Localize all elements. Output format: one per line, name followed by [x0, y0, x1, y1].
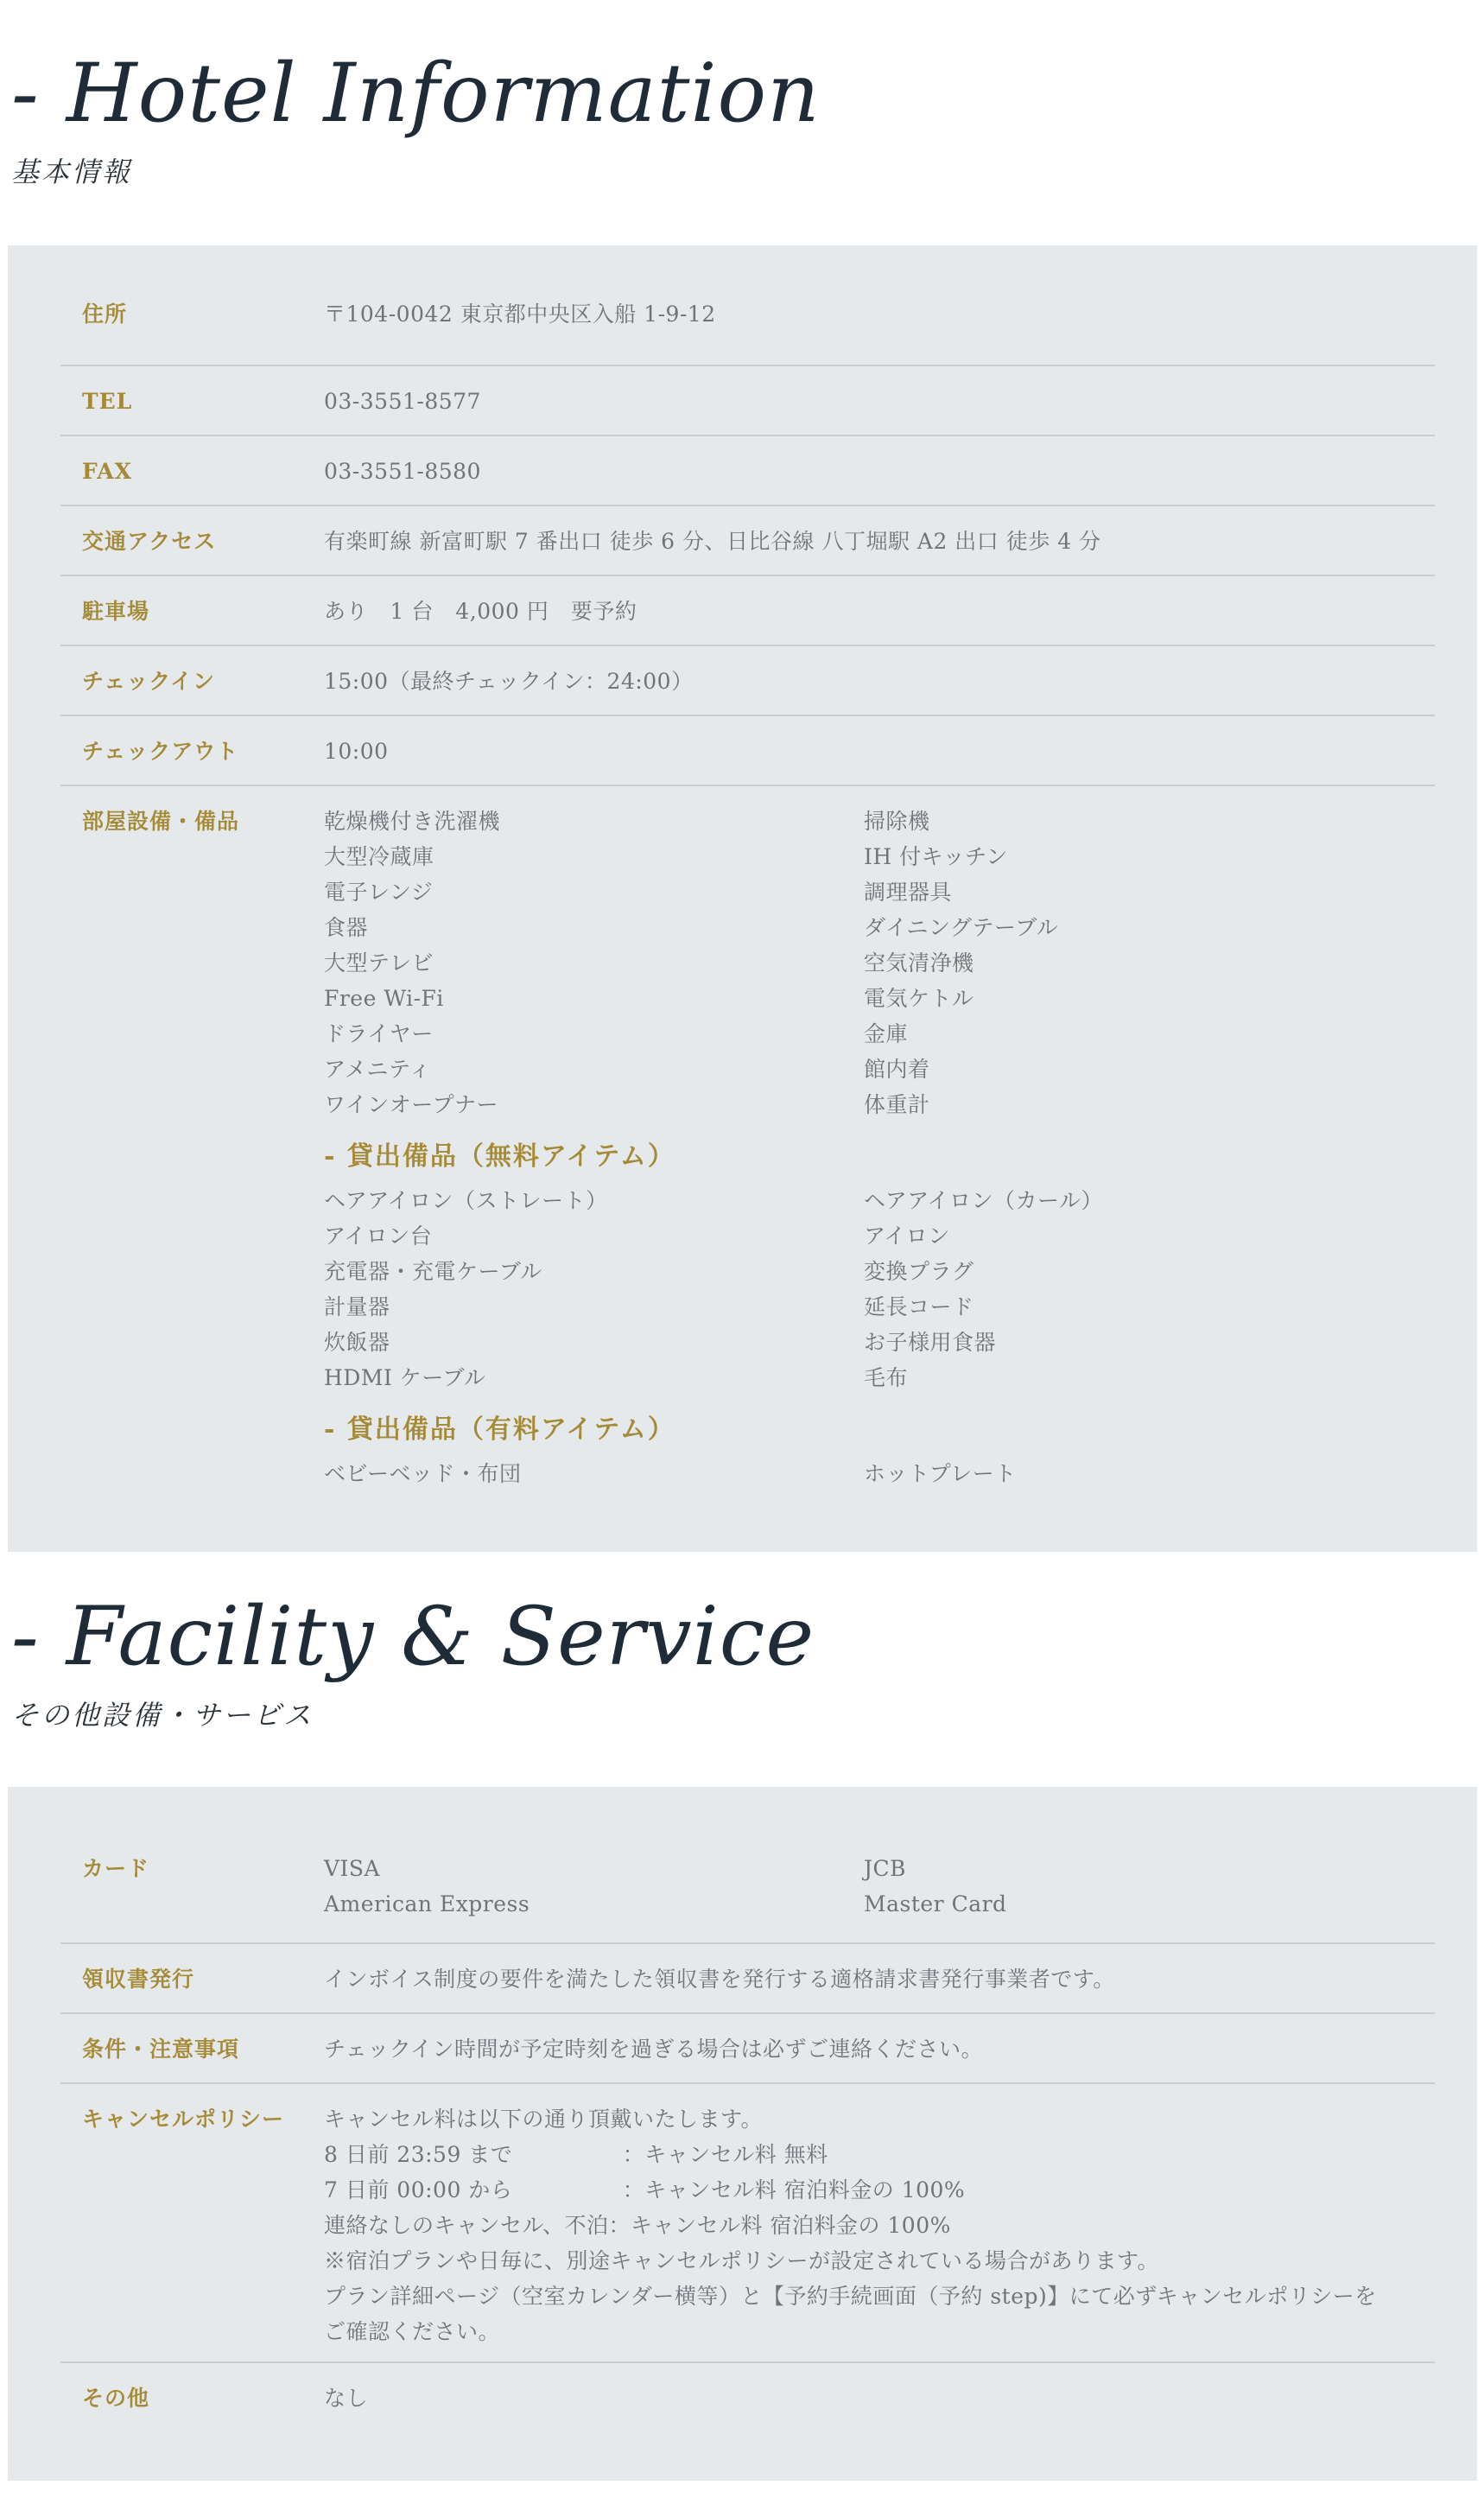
row-label: 交通アクセス	[82, 529, 217, 554]
rental-item: 延長コード	[864, 1294, 974, 1319]
card-brand: American Express	[324, 1891, 530, 1916]
row-value: 03-3551-8577	[324, 389, 481, 414]
facility-heading	[11, 1590, 815, 1733]
amenity-item: 空気清浄機	[864, 950, 974, 976]
row-value: チェックイン時間が予定時刻を過ぎる場合は必ずご連絡ください。	[324, 2037, 984, 2062]
section-subtitle: その他設備・サービス	[11, 1699, 314, 1732]
cancel-line: ご確認ください。	[324, 2319, 501, 2344]
facility-table	[60, 1851, 1435, 2416]
info-row-tel	[60, 366, 1435, 436]
rental-item: 毛布	[864, 1365, 909, 1390]
card-brand: Master Card	[864, 1891, 1007, 1916]
amenity-item: 掃除機	[864, 809, 930, 834]
amenity-item: アメニティ	[324, 1057, 432, 1082]
row-value: 03-3551-8580	[324, 459, 481, 484]
rental-item: ヘアアイロン（ストレート）	[324, 1188, 608, 1213]
amenities-list	[324, 804, 1435, 1122]
row-value: 10:00	[324, 739, 389, 764]
section-subtitle: 基本情報	[11, 156, 133, 188]
cancel-line: ※宿泊プランや日毎に、別途キャンセルポリシーが設定されている場合があります。	[324, 2248, 1160, 2273]
row-label: 部屋設備・備品	[82, 809, 240, 834]
row-label: 領収書発行	[82, 1967, 195, 1992]
row-label: FAX	[82, 459, 133, 484]
rental-item: 炊飯器	[324, 1330, 390, 1355]
row-value: インボイス制度の要件を満たした領収書を発行する適格請求書発行事業者です。	[324, 1967, 1115, 1992]
amenity-item: IH 付キッチン	[864, 844, 1008, 869]
row-label: 住所	[82, 302, 128, 327]
info-row-checkin	[60, 646, 1435, 716]
amenity-item: 体重計	[864, 1092, 930, 1117]
row-value: 〒104-0042 東京都中央区入船 1-9-12	[324, 302, 716, 327]
amenity-item: 大型テレビ	[324, 950, 434, 976]
facility-panel	[8, 1787, 1477, 2481]
card-brand: JCB	[864, 1856, 907, 1881]
info-row-access	[60, 506, 1435, 576]
cancel-line: キャンセル料は以下の通り頂戴いたします。	[324, 2107, 764, 2132]
row-label: カード	[82, 1856, 150, 1881]
amenity-item: 金庫	[864, 1021, 909, 1046]
amenity-item: 食器	[324, 915, 369, 940]
cancel-line: プラン詳細ページ（空室カレンダー横等）と【予約手続画面（予約 step)】にて必ずキャンセルポリシーを	[324, 2284, 1377, 2309]
amenity-item: 調理器具	[864, 880, 953, 905]
row-label: チェックアウト	[82, 739, 239, 764]
paid-rental-heading: - 貸出備品（有料アイテム）	[324, 1414, 675, 1445]
row-label: 条件・注意事項	[82, 2037, 240, 2062]
row-label: TEL	[82, 389, 133, 414]
rental-item: ヘアアイロン（カール）	[864, 1188, 1104, 1213]
hotel-info-table	[60, 296, 1435, 1491]
amenity-item: 大型冷蔵庫	[324, 844, 434, 869]
rental-item: 充電器・充電ケーブル	[324, 1259, 542, 1284]
card-list	[324, 1851, 1435, 1942]
section-title: - Hotel Information	[11, 47, 821, 141]
cancel-line: 連絡なしのキャンセル、不泊：キャンセル料 宿泊料金の 100%	[324, 2213, 951, 2238]
row-label: その他	[82, 2386, 150, 2411]
paid-rental-list	[324, 1456, 1435, 1491]
free-rental-list	[324, 1183, 1435, 1395]
amenity-item: 電子レンジ	[324, 880, 434, 905]
cancel-line: 8 日前 23:59 まで ：キャンセル料 無料	[324, 2142, 828, 2167]
rental-item: ベビーベッド・布団	[324, 1461, 522, 1486]
card-grid	[324, 1851, 1435, 1922]
amenity-item: ワインオープナー	[324, 1092, 499, 1117]
amenity-item: ダイニングテーブル	[864, 915, 1059, 940]
info-row-amenities	[60, 786, 1435, 1491]
free-rental-heading: - 貸出備品（無料アイテム）	[324, 1141, 675, 1172]
card-brand: VISA	[324, 1856, 381, 1881]
facility-row-conditions	[60, 2014, 1435, 2084]
rental-item: 計量器	[324, 1294, 390, 1319]
amenity-item: 館内着	[864, 1057, 930, 1082]
row-value: あり 1 台 4,000 円 要予約	[324, 599, 637, 624]
info-row-checkout	[60, 716, 1435, 786]
rental-item: HDMI ケーブル	[324, 1365, 486, 1390]
cancel-policy-text	[324, 2101, 1435, 2361]
hotel-info-panel	[8, 245, 1477, 1552]
info-row-parking	[60, 576, 1435, 646]
row-value: 15:00（最終チェックイン：24:00）	[324, 669, 694, 694]
row-value: 有楽町線 新富町駅 7 番出口 徒歩 6 分、日比谷線 八丁堀駅 A2 出口 徒歩 4 分	[324, 529, 1101, 554]
facility-row-other	[60, 2363, 1435, 2416]
hotel-info-heading	[11, 47, 821, 190]
row-value: なし	[324, 2386, 369, 2411]
section-title: - Facility & Service	[11, 1590, 815, 1684]
amenity-item: 乾燥機付き洗濯機	[324, 809, 501, 834]
facility-row-cancel-policy	[60, 2084, 1435, 2363]
cancel-line: 7 日前 00:00 から ：キャンセル料 宿泊料金の 100%	[324, 2177, 966, 2202]
info-row-address	[60, 296, 1435, 366]
rental-item: 変換プラグ	[864, 1259, 974, 1284]
rental-item: ホットプレート	[864, 1461, 1017, 1486]
row-label: キャンセルポリシー	[82, 2107, 285, 2132]
amenity-item: 電気ケトル	[864, 986, 974, 1011]
rental-item: アイロン台	[324, 1224, 433, 1249]
amenities-block	[324, 804, 1435, 1491]
row-label: 駐車場	[82, 599, 150, 624]
facility-row-card	[60, 1851, 1435, 1944]
amenity-item: ドライヤー	[324, 1021, 434, 1046]
amenity-item: Free Wi-Fi	[324, 986, 444, 1011]
info-row-fax	[60, 436, 1435, 506]
row-label: チェックイン	[82, 669, 216, 694]
facility-row-receipt	[60, 1944, 1435, 2014]
rental-item: アイロン	[864, 1224, 950, 1249]
rental-item: お子様用食器	[864, 1330, 997, 1355]
